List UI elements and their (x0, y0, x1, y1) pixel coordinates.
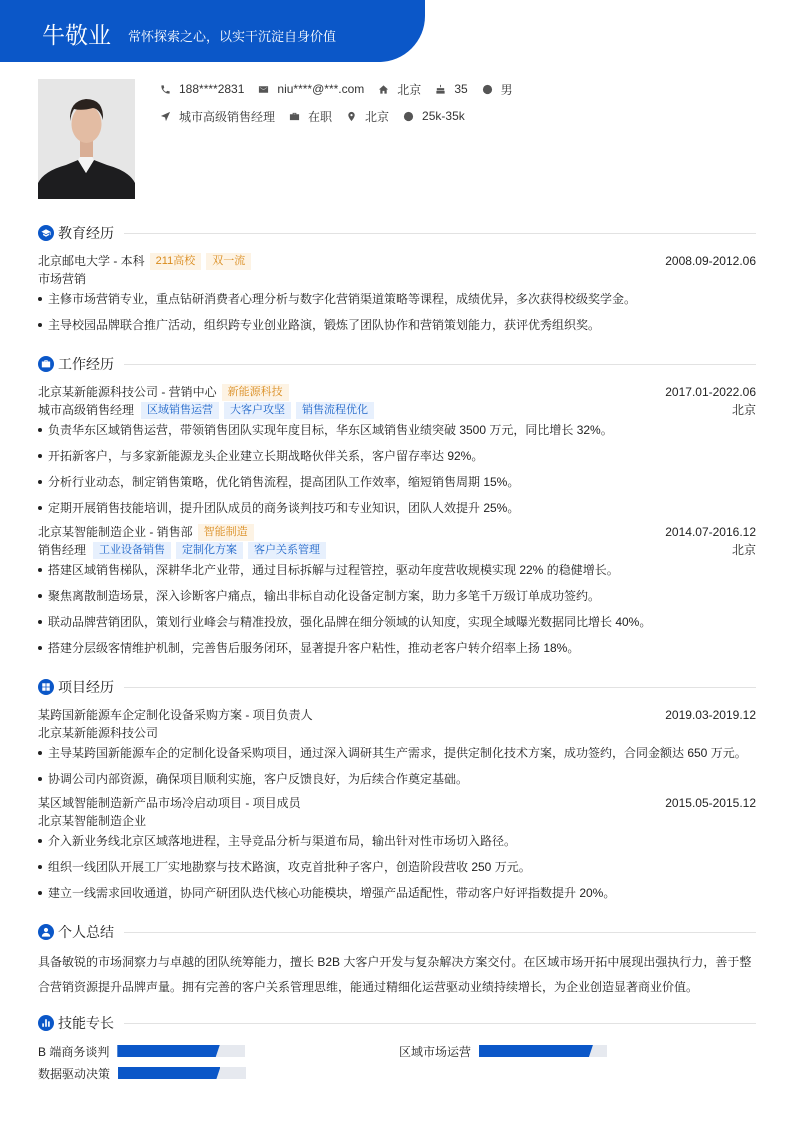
skill-item (399, 1043, 607, 1059)
work-city: 北京 (731, 403, 756, 417)
project-period: 2015.05-2015.12 (665, 796, 756, 810)
gender-icon (482, 84, 493, 95)
salary-text: 25k-35k (422, 109, 465, 123)
project-org-line (38, 724, 756, 742)
skill-tag: 定制化方案 (176, 542, 243, 559)
project-org: 北京某智能制造企业 (38, 814, 147, 828)
cake-icon (435, 84, 446, 95)
section-summary (38, 921, 756, 943)
skill-level-bar (117, 1045, 245, 1057)
section-title: 项目经历 (58, 679, 114, 695)
industry-tag: 新能源科技 (222, 384, 289, 401)
grid-icon (38, 679, 54, 695)
info-status (289, 108, 332, 124)
skill-level-fill (479, 1045, 593, 1057)
section-divider (124, 364, 756, 365)
phone-text: 188****2831 (179, 82, 245, 96)
work-city: 北京 (731, 543, 756, 557)
header-band (0, 0, 425, 62)
status-text: 在职 (308, 109, 333, 124)
info-target-city (346, 108, 389, 124)
mail-icon (258, 84, 269, 95)
info-position (160, 108, 275, 124)
info-phone (160, 81, 244, 97)
section-divider (124, 687, 756, 688)
skill-level-bar (118, 1067, 246, 1079)
section-work (38, 353, 756, 375)
skill-tag: 工业设备销售 (93, 542, 171, 559)
section-title: 教育经历 (58, 225, 114, 241)
graduation-cap-icon (38, 225, 54, 241)
project-header (38, 706, 756, 724)
bar-chart-icon (38, 1015, 54, 1031)
industry-tag: 智能制造 (198, 524, 254, 541)
skill-name: 数据驱动决策 (38, 1066, 111, 1081)
work-period: 2014.07-2016.12 (665, 525, 756, 539)
age-text: 35 (454, 82, 468, 96)
major-name: 市场营销 (38, 272, 87, 286)
job-info-row (160, 108, 479, 124)
section-title: 个人总结 (58, 924, 114, 940)
map-pin-icon (346, 111, 357, 122)
summary-text: 具备敏锐的市场洞察力与卓越的团队统筹能力，擅长 B2B 大客户开发与复杂解决方案交付。在区域市场开拓中展现出强执行力，善于整合营销资源提升品牌声量。拥有完善的客户关系管理思维，能通过精细化运营驱动业绩持续增长，为企业创造显著商业价值。 (38, 955, 752, 994)
contact-info-row (160, 81, 527, 97)
skill-item (38, 1065, 246, 1081)
info-gender (482, 81, 513, 97)
skill-level-fill (118, 1067, 220, 1079)
section-skills (38, 1012, 756, 1034)
send-icon (160, 111, 171, 122)
company-name: 北京某新能源科技公司 - 营销中心 (38, 385, 217, 399)
work-header (38, 523, 756, 541)
project-name: 某跨国新能源车企定制化设备采购方案 - 项目负责人 (38, 708, 313, 722)
briefcase-icon (38, 356, 54, 372)
info-email (258, 81, 364, 97)
skill-level-bar (479, 1045, 607, 1057)
section-title: 技能专长 (58, 1015, 114, 1031)
avatar (38, 79, 135, 199)
skill-tag: 大客户攻坚 (224, 402, 291, 419)
skill-level-fill (117, 1045, 219, 1057)
money-icon (403, 111, 414, 122)
job-title: 城市高级销售经理 (38, 403, 135, 417)
location-text: 北京 (397, 82, 422, 97)
project-org-line (38, 812, 756, 830)
project-header (38, 794, 756, 812)
section-divider (124, 233, 756, 234)
education-major-line (38, 270, 756, 288)
info-age (435, 81, 467, 97)
work-header (38, 383, 756, 401)
position-text: 城市高级销售经理 (179, 109, 276, 124)
section-projects (38, 676, 756, 698)
section-divider (124, 1023, 756, 1024)
school-tag: 211高校 (150, 253, 202, 270)
job-title: 销售经理 (38, 543, 87, 557)
project-period: 2019.03-2019.12 (665, 708, 756, 722)
project-name: 某区域智能制造新产品市场冷启动项目 - 项目成员 (38, 796, 301, 810)
education-header (38, 252, 756, 270)
user-icon (38, 924, 54, 940)
email-text: niu****@***.com (277, 82, 365, 96)
skill-name: B 端商务谈判 (38, 1044, 110, 1059)
section-title: 工作经历 (58, 356, 114, 372)
education-period: 2008.09-2012.06 (665, 254, 756, 268)
school-tag: 双一流 (206, 253, 251, 270)
work-period: 2017.01-2022.06 (665, 385, 756, 399)
candidate-slogan: 常怀探索之心，以实干沉淀自身价值 (128, 29, 337, 44)
gender-text: 男 (500, 82, 513, 97)
work-title-line (38, 401, 756, 419)
skill-tag: 区域销售运营 (141, 402, 219, 419)
skill-item (38, 1043, 245, 1059)
briefcase-icon (289, 111, 300, 122)
skill-tag: 客户关系管理 (248, 542, 326, 559)
candidate-name: 牛敬业 (42, 22, 111, 48)
company-name: 北京某智能制造企业 - 销售部 (38, 525, 193, 539)
skill-name: 区域市场运营 (399, 1044, 472, 1059)
phone-icon (160, 84, 171, 95)
section-education (38, 222, 756, 244)
project-org: 北京某新能源科技公司 (38, 726, 159, 740)
home-icon (378, 84, 389, 95)
info-salary (403, 108, 465, 124)
work-title-line (38, 541, 756, 559)
section-divider (124, 932, 756, 933)
info-location (378, 81, 421, 97)
school-name: 北京邮电大学 - 本科 (38, 254, 145, 268)
skill-tag: 销售流程优化 (296, 402, 374, 419)
target-city-text: 北京 (365, 109, 390, 124)
